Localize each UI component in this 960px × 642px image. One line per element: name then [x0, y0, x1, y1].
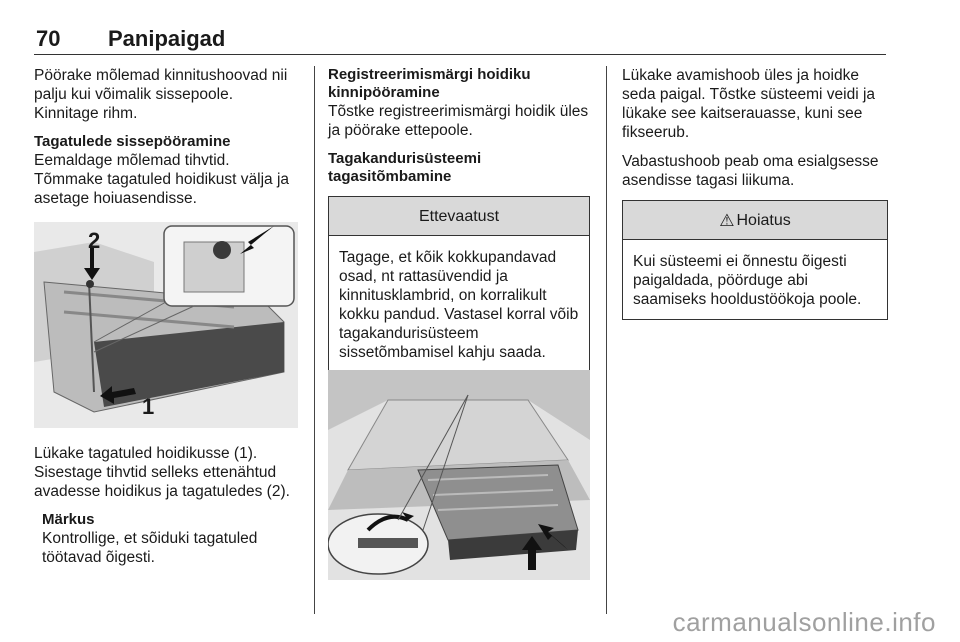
note-title: Märkus	[42, 511, 95, 528]
column-3	[622, 66, 888, 320]
caution-box	[328, 196, 590, 373]
page-title: Panipaigad	[108, 26, 226, 51]
column-1	[34, 66, 300, 218]
warning-title: Hoiatus	[736, 211, 791, 229]
paragraph-push-lights: Lükake tagatuled hoidikusse (1). Sisestage tihvtid selleks ettenähtud avadesse hoidikus ja tagatuledes (2).	[34, 445, 290, 500]
callout-2: 2	[88, 228, 101, 253]
callout-1: 1	[142, 394, 155, 419]
paragraph-push-lever: Lükake avamishoob üles ja hoidke seda paigal. Tõstke süsteemi veidi ja lükake see kaitserauasse, kuni see fikseerub.	[622, 67, 876, 141]
column-divider-2	[606, 66, 607, 614]
warning-title-row	[623, 201, 887, 240]
paragraph-release-lever: Vabastushoob peab oma esialgsesse asendisse tagasi liikuma.	[622, 153, 879, 189]
page-number: 70	[36, 26, 61, 51]
paragraph-remove-pins: Eemaldage mõlemad tihvtid. Tõmmake tagatuled hoidikust välja ja asetage hoiuasendisse.	[34, 152, 290, 207]
warning-text: Kui süsteemi ei õnnestu õigesti paigaldada, pöörduge abi saamiseks hooldustöökoja poole.	[633, 253, 862, 308]
column-divider-1	[314, 66, 315, 614]
warning-triangle-icon: ⚠	[719, 210, 735, 230]
paragraph-plate-holder: Tõstke registreerimismärgi hoidik üles ja pöörake ettepoole.	[328, 103, 589, 139]
warning-box	[622, 200, 888, 320]
note-text: Kontrollige, et sõiduki tagatuled töötavad õigesti.	[42, 530, 258, 566]
figure-rear-lights	[34, 222, 298, 428]
figure-carrier-retract	[328, 370, 590, 580]
heading-retract-system: Tagakandurisüsteemi tagasitõmbamine	[328, 150, 482, 185]
heading-rear-lights: Tagatulede sissepööramine	[34, 133, 231, 150]
paragraph-levers: Pöörake mõlemad kinnitushoovad nii palju kui võimalik sissepoole. Kinnitage rihm.	[34, 67, 288, 122]
header-rule	[34, 54, 886, 55]
heading-plate-holder: Registreerimismärgi hoidiku kinnipööramine	[328, 66, 531, 101]
column-2	[328, 66, 590, 373]
column-1-lower	[34, 444, 302, 567]
caution-text: Tagage, et kõik kokkupandavad osad, nt rattasüvendid ja kinnitusklambrid, on korralikult kokku pandud. Vastasel korral võib tagakandurisüsteem sissetõmbamisel kahju saada.	[339, 249, 579, 361]
note-block	[34, 511, 302, 567]
caution-title: Ettevaatust	[329, 197, 589, 236]
watermark: carmanualsonline.info	[672, 607, 936, 637]
